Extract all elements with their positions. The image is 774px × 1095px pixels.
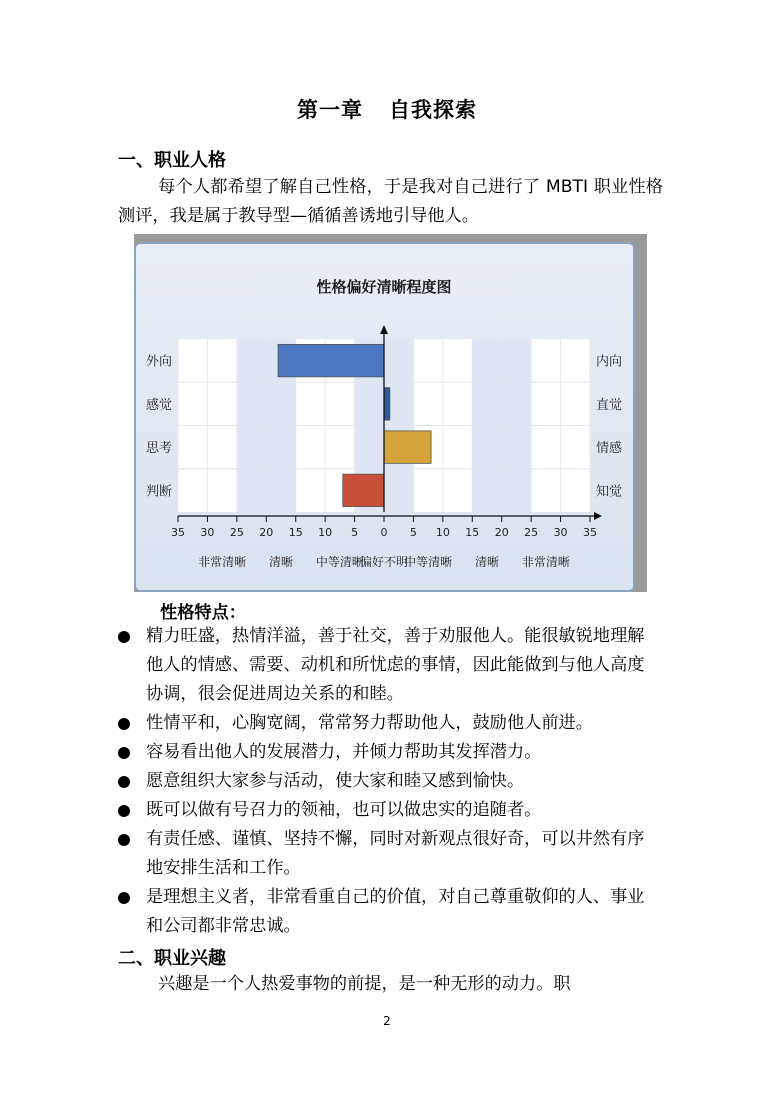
- trait-item: 精力旺盛，热情洋溢，善于社交，善于劝服他人。能很敏锐地理解他人的情感、需要、动机和所忧虑的事情，因此能做到与他人高度协调，很会促进周边关系的和睦。: [118, 622, 663, 712]
- x-tick-label: 5: [409, 526, 417, 539]
- x-tick-label: 35: [171, 526, 185, 539]
- chapter-title: [0, 94, 774, 124]
- x-tick-label: 35: [583, 526, 597, 539]
- x-tick-label: 20: [494, 526, 509, 539]
- bullet-icon: [118, 718, 130, 730]
- category-label: 清晰: [474, 555, 500, 569]
- x-tick-label: 5: [351, 526, 359, 539]
- category-label: 中等清晰: [315, 555, 364, 569]
- bullet-icon: [118, 776, 130, 788]
- bullet-icon: [118, 747, 130, 759]
- category-label: 清晰: [268, 555, 294, 569]
- x-tick-label: 15: [288, 526, 303, 539]
- left-label: 感觉: [146, 397, 173, 413]
- category-label: 中等清晰: [404, 555, 453, 569]
- axis-arrow-right-icon: [594, 512, 602, 520]
- bullet-icon: [118, 631, 130, 643]
- left-label: 判断: [146, 484, 173, 500]
- bar: [384, 388, 390, 420]
- left-label: 思考: [146, 441, 173, 457]
- chapter-number: 第一章: [297, 98, 363, 122]
- category-label: 非常清晰: [521, 555, 570, 569]
- section2-paragraph: 兴趣是一个人热爱事物的前提，是一种无形的动力。职: [158, 974, 571, 994]
- x-tick-label: 0: [380, 526, 388, 539]
- trait-item: 愿意组织大家参与活动，使大家和睦又感到愉快。: [118, 767, 663, 796]
- page-number: 2: [383, 1014, 391, 1028]
- x-tick-label: 10: [318, 526, 333, 539]
- bullet-icon: [118, 805, 130, 817]
- left-label: 外向: [146, 354, 173, 370]
- axis-arrow-up-icon: [380, 325, 388, 334]
- section1-paragraph: 每个人都希望了解自己性格，于是我对自己进行了 MBTI 职业性格测评，我是属于教导型—循循善诱地引导他人。: [118, 177, 663, 226]
- x-tick-label: 25: [524, 526, 539, 539]
- personality-chart: [134, 242, 635, 592]
- x-tick-label: 25: [229, 526, 244, 539]
- trait-item: 容易看出他人的发展潜力，并倾力帮助其发挥潜力。: [118, 738, 663, 767]
- category-label: 偏好不明: [359, 555, 409, 569]
- section1-heading: 一、职业人格: [118, 150, 226, 171]
- bar: [384, 431, 431, 463]
- section2-heading: 二、职业兴趣: [118, 948, 226, 969]
- x-tick-label: 10: [435, 526, 450, 539]
- bullet-icon: [118, 834, 130, 846]
- category-label: 非常清晰: [198, 555, 247, 569]
- bullet-icon: [118, 892, 130, 904]
- x-tick-label: 20: [259, 526, 274, 539]
- x-tick-label: 15: [465, 526, 480, 539]
- right-label: 知觉: [596, 484, 623, 500]
- bar: [343, 474, 384, 506]
- traits-heading: 性格特点：: [160, 603, 246, 623]
- trait-item: 性情平和，心胸宽阔，常常努力帮助他人，鼓励他人前进。: [118, 709, 663, 738]
- trait-item: 是理想主义者，非常看重自己的价值，对自己尊重敬仰的人、事业和公司都非常忠诚。: [118, 883, 663, 941]
- bar: [278, 344, 384, 376]
- chapter-name: 自我探索: [389, 98, 477, 122]
- x-tick-label: 30: [200, 526, 215, 539]
- trait-item: 有责任感、谨慎、坚持不懈，同时对新观点很好奇，可以井然有序地安排生活和工作。: [118, 825, 663, 883]
- trait-item: 既可以做有号召力的领袖，也可以做忠实的追随者。: [118, 796, 663, 825]
- right-label: 情感: [596, 441, 623, 457]
- chart-title: 性格偏好清晰程度图: [316, 278, 452, 296]
- right-label: 内向: [596, 354, 623, 370]
- x-tick-label: 30: [553, 526, 568, 539]
- right-label: 直觉: [596, 397, 623, 413]
